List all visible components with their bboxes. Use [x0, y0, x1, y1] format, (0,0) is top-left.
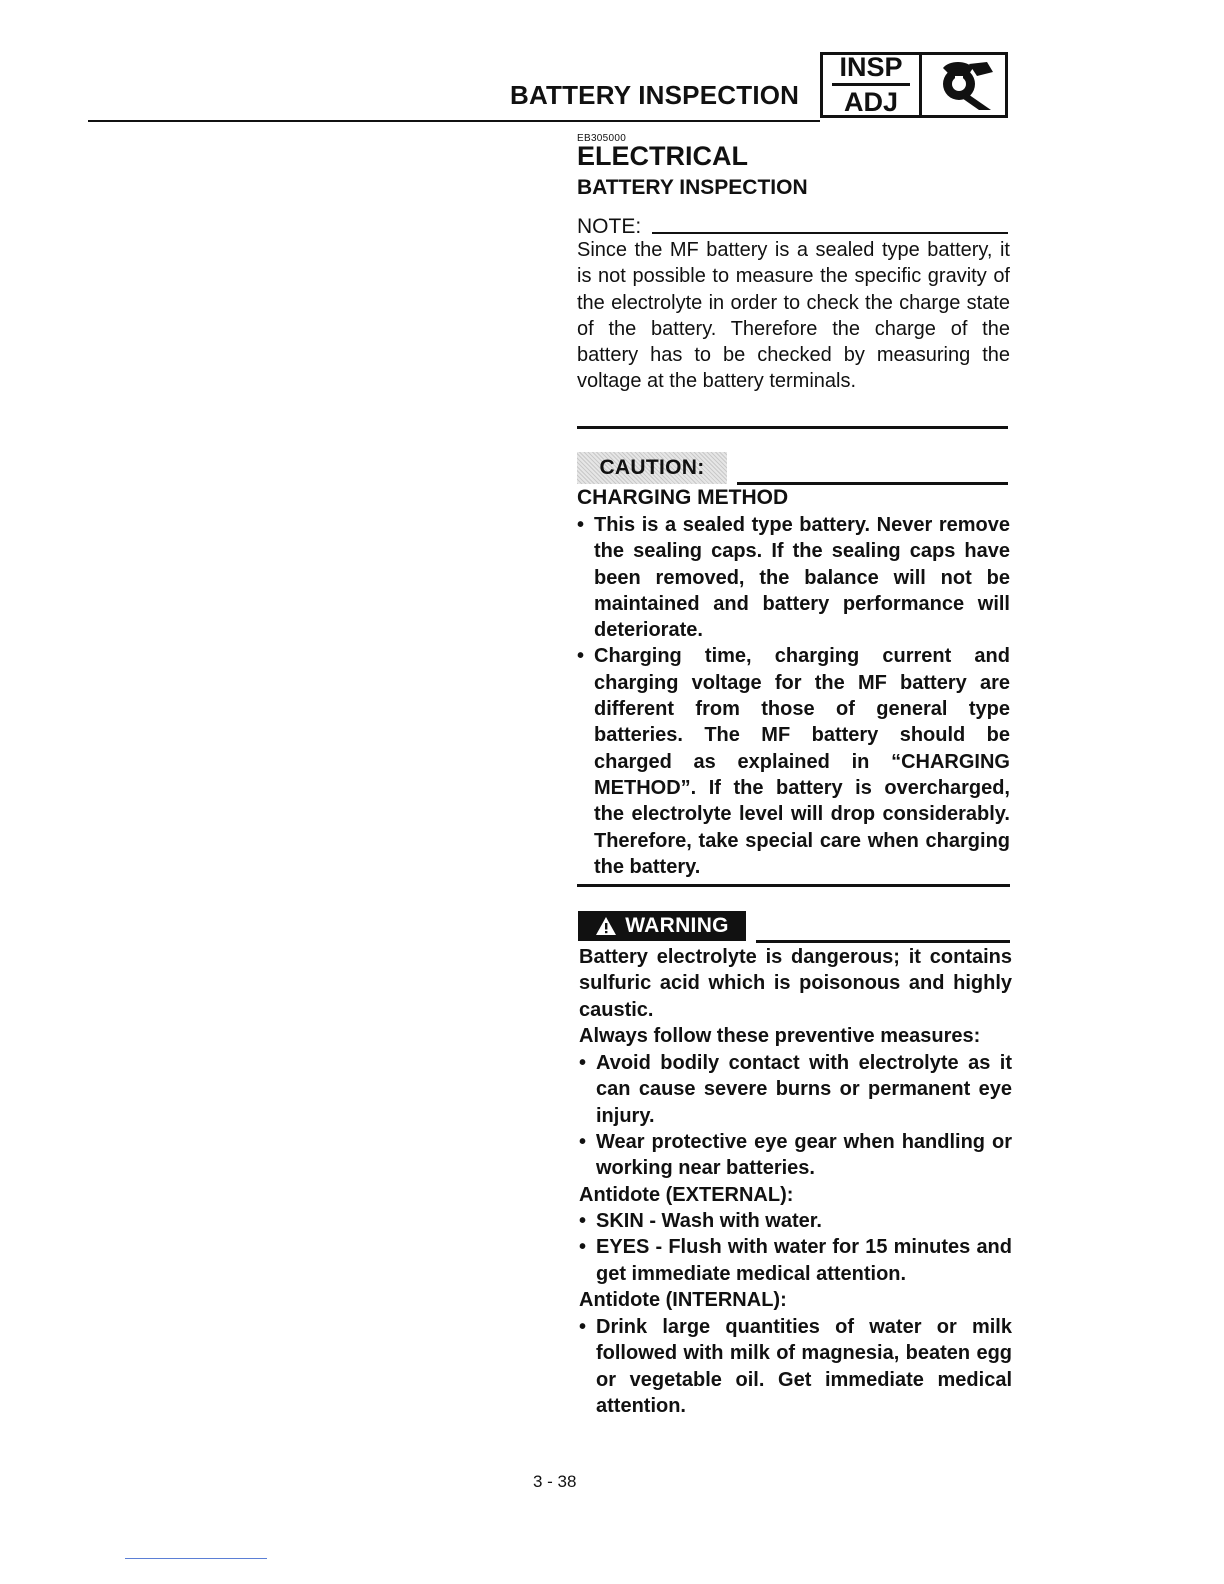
caution-heading: CHARGING METHOD — [577, 486, 789, 509]
caution-list — [577, 512, 1010, 880]
list-item: • Charging time, charging current and charging voltage for the MF battery are different from those of general type batteries. The MF battery should be charged as explained in “CHARGING METHOD”. If the battery is overcharged, the electrolyte level will drop considerably. Therefore, take special care when charging the battery. — [577, 643, 1010, 880]
caution-rule — [737, 482, 1008, 485]
note-text: Since the MF battery is a sealed type battery, it is not possible to measure the specific gravity of the electrolyte in order to check the charge state of the battery. Therefore the charge of the battery has to be checked by measuring the voltage at the battery terminals. — [577, 239, 1010, 393]
section-title: ELECTRICAL — [577, 141, 748, 171]
note-label: NOTE: — [577, 215, 642, 238]
caution-badge: CAUTION: — [577, 452, 727, 484]
list-item: • Drink large quantities of water or milk followed with milk of magnesia, beaten egg or vegetable oil. Get immediate medical attention. — [579, 1314, 1012, 1419]
measures-list — [579, 1050, 1012, 1181]
antidote-external-label: Antidote (EXTERNAL): — [579, 1184, 794, 1206]
list-item: • SKIN - Wash with water. — [579, 1208, 1012, 1234]
note-end-rule — [577, 426, 1008, 429]
warning-triangle-icon — [595, 916, 617, 936]
list-item: • Avoid bodily contact with electrolyte as it can cause severe burns or permanent eye injury. — [579, 1050, 1012, 1129]
badge-insp: INSP — [832, 54, 910, 86]
subsection-title: BATTERY INSPECTION — [577, 176, 808, 199]
list-item: • EYES - Flush with water for 15 minutes and get immediate medical attention. — [579, 1234, 1012, 1287]
warning-lead: Battery electrolyte is dangerous; it contains sulfuric acid which is poisonous and highly caustic. — [579, 946, 1012, 1021]
list-item: • Wear protective eye gear when handling or working near batteries. — [579, 1129, 1012, 1182]
section-code: EB305000 — [577, 133, 627, 144]
warning-badge — [578, 911, 746, 941]
warning-label: WARNING — [625, 914, 729, 937]
inspection-badge — [820, 52, 1008, 118]
wrench-icon — [922, 55, 1005, 115]
footer-rule — [125, 1558, 267, 1559]
caution-end-rule — [577, 884, 1010, 887]
page-number: 3 - 38 — [533, 1472, 577, 1491]
insp-adj-label — [823, 52, 922, 117]
antidote-internal-label: Antidote (INTERNAL): — [579, 1289, 787, 1311]
header-rule — [88, 120, 820, 122]
antidote-external-list — [579, 1208, 1012, 1287]
badge-adj: ADJ — [843, 87, 898, 117]
page-title: BATTERY INSPECTION — [510, 80, 800, 110]
list-item: • This is a sealed type battery. Never remove the sealing caps. If the sealing caps have been removed, the balance will not be maintained and battery performance will deteriorate. — [577, 512, 1010, 643]
antidote-internal-list — [579, 1314, 1012, 1419]
note-rule — [652, 232, 1008, 234]
warning-rule — [756, 940, 1010, 943]
measures-heading: Always follow these preventive measures: — [579, 1025, 981, 1047]
